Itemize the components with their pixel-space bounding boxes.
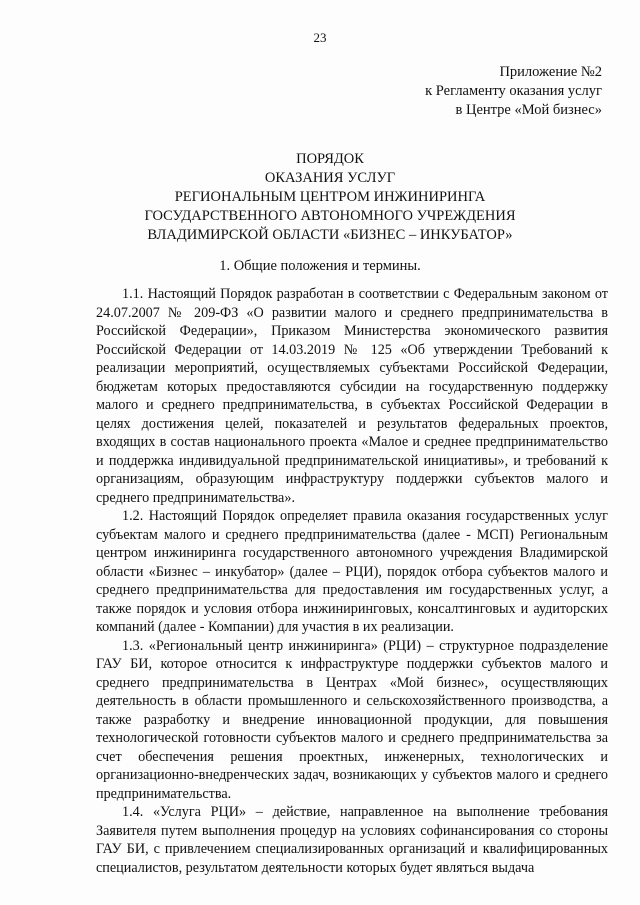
- document-title: [60, 150, 600, 245]
- title-line: ГОСУДАРСТВЕННОГО АВТОНОМНОГО УЧРЕЖДЕНИЯ: [144, 208, 516, 224]
- paragraph-1-4: 1.4. «Услуга РЦИ» – действие, направленное на выполнение требования Заявителя путем выполнения процедур на условиях софинансирования со стороны ГАУ БИ, с привлечением специализированных организаций и квалифицированных специалистов, результатом деятельности которых будет являться выдача: [96, 804, 608, 876]
- appendix-line: в Центре «Мой бизнес»: [455, 102, 602, 118]
- paragraph-1-2: 1.2. Настоящий Порядок определяет правила оказания государственных услуг субъектам малого и среднего предпринимательства (далее - МСП) Региональным центром инжиниринга государственного автономного учреждения Владимирской области «Бизнес – инкубатор» (далее – РЦИ), порядок отбора субъектов малого и среднего предпринимательства для предоставления им государственных услуг, а также порядок и условия отбора инжиниринговых, консалтинговых и аудиторских компаний (далее - Компании) для участия в их реализации.: [96, 508, 608, 635]
- appendix-line: к Регламенту оказания услуг: [425, 83, 602, 99]
- appendix-note: [425, 63, 602, 120]
- section-heading: 1. Общие положения и термины.: [219, 258, 421, 274]
- page-number: 23: [313, 30, 327, 45]
- title-line: ВЛАДИМИРСКОЙ ОБЛАСТИ «БИЗНЕС – ИНКУБАТОР»: [147, 227, 513, 243]
- document-body: [96, 285, 608, 877]
- appendix-line: Приложение №2: [499, 64, 602, 80]
- title-line: ОКАЗАНИЯ УСЛУГ: [264, 170, 396, 186]
- paragraph-1-1: 1.1. Настоящий Порядок разработан в соответствии с Федеральным законом от 24.07.2007 № 209-ФЗ «О развитии малого и среднего предпринимательства в Российской Федерации», Приказом Министерства экономического развития Российской Федерации от 14.03.2019 № 125 «Об утверждении Требований к реализации мероприятий, осуществляемых субъектами Российской Федерации, бюджетам которых предоставляются субсидии на государственную поддержку малого и среднего предпринимательства, в субъектах Российской Федерации в целях достижения целей, показателей и результатов федеральных проектов, входящих в состав национального проекта «Малое и среднее предпринимательство и поддержка индивидуальной предпринимательской инициативы», и требований к организациям, образующим инфраструктуру поддержки субъектов малого и среднего предпринимательства».: [96, 286, 608, 506]
- paragraph-1-3: 1.3. «Региональный центр инжиниринга» (РЦИ) – структурное подразделение ГАУ БИ, которое относится к инфраструктуре поддержки субъектов малого и среднего предпринимательства в Центрах «Мой бизнес», осуществляющих деятельность в области промышленного и сельскохозяйственного производства, а также разработку и внедрение инновационной продукции, для повышения технологической готовности субъектов малого и среднего предпринимательства за счет обеспечения решения проектных, инженерных, технологических и организационно-внедренческих задач, возникающих у субъектов малого и среднего предпринимательства.: [96, 637, 608, 802]
- title-line: ПОРЯДОК: [296, 151, 364, 167]
- title-line: РЕГИОНАЛЬНЫМ ЦЕНТРОМ ИНЖИНИРИНГА: [174, 189, 486, 205]
